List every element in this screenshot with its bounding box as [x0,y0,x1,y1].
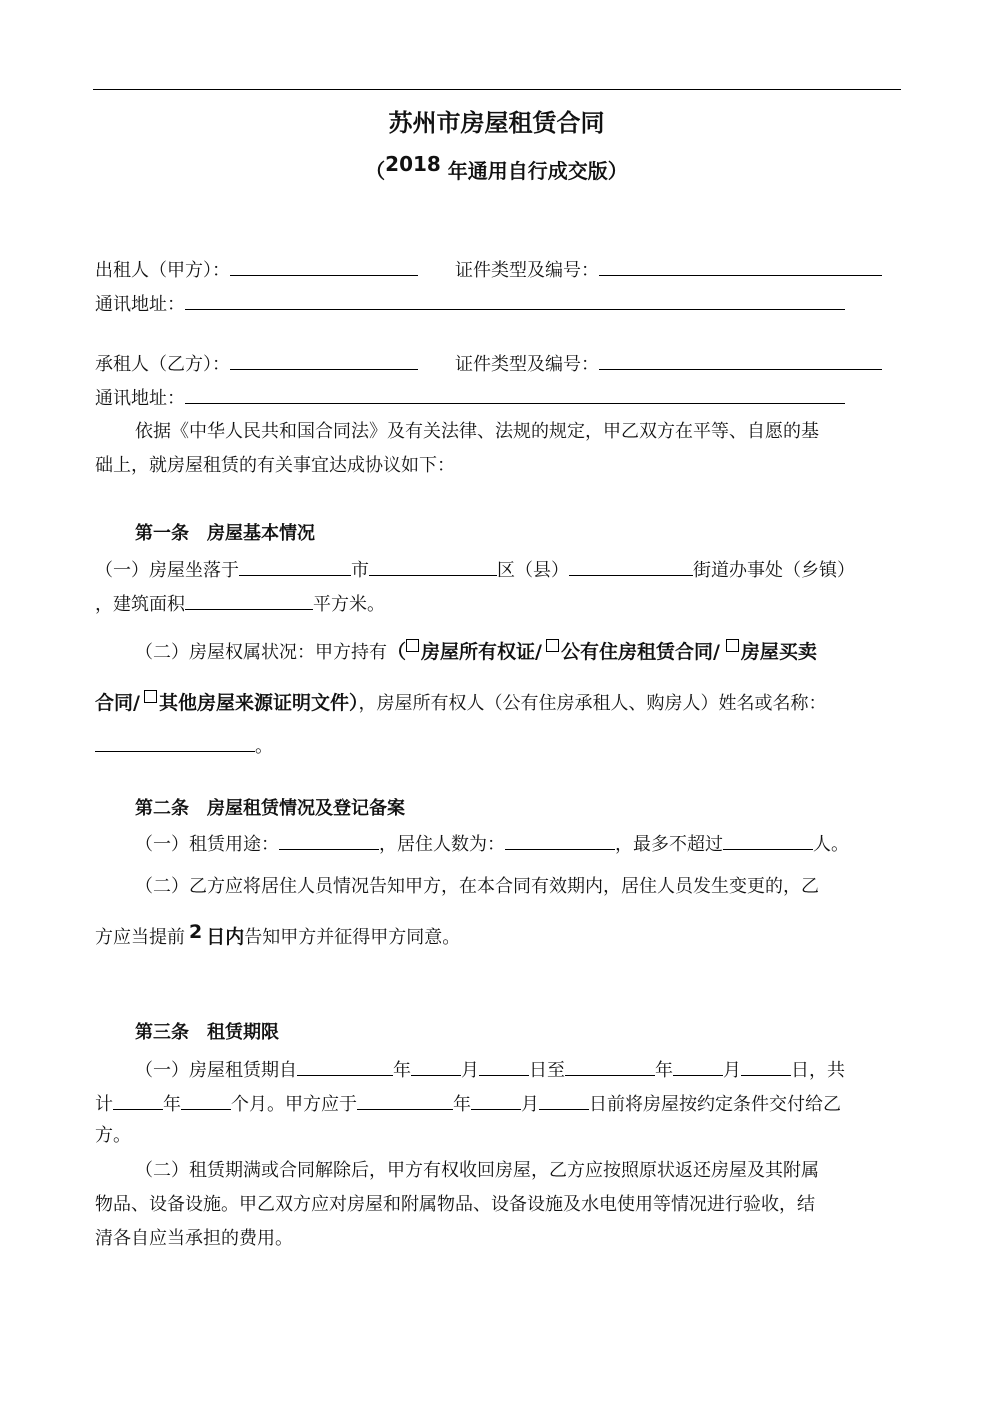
subtitle-year: 2018 [385,152,441,176]
street-field[interactable] [569,557,693,576]
lessee-row [95,351,418,376]
top-rule [93,89,901,90]
total-months-field[interactable] [181,1091,231,1110]
deliver-day-field[interactable] [539,1091,589,1110]
notice-tail: 告知甲方并征得甲方同意。 [244,927,461,948]
opt-other-proof: 其他房屋来源证明文件 [158,692,349,714]
street-label: 街道办事处（乡镇） [693,560,855,581]
location-label: （一）房屋坐落于 [95,560,239,581]
city-label: 市 [351,560,369,581]
deliver-year-field[interactable] [357,1091,453,1110]
lessee-id-label: 证件类型及编号： [455,354,599,375]
notice-lead: 方应当提前 [95,927,185,948]
max-residents-label: ，最多不超过 [615,834,723,855]
lessor-label: 出租人（甲方）： [95,260,230,281]
page-subtitle [0,152,993,184]
article-1-item-2-cont [95,692,826,715]
lessor-address-row [95,291,845,316]
owner-name-label: ，房屋所有权人（公有住房承租人、购房人）姓名或名称： [358,693,827,714]
checkbox-public-housing[interactable] [546,639,559,652]
lessor-id-field[interactable] [599,257,882,276]
area-unit: 平方米。 [313,594,385,615]
lessee-address-row [95,385,845,410]
lessee-address-field[interactable] [185,385,845,404]
article-1-item-1 [95,557,855,582]
residents-label: ，居住人数为： [379,834,505,855]
start-month-unit: 月 [461,1060,479,1081]
end-month-unit: 月 [723,1060,741,1081]
city-field[interactable] [239,557,351,576]
lessor-id-row [455,257,882,282]
total-years-field[interactable] [113,1091,163,1110]
deliver-label: 个月。甲方应于 [231,1094,357,1115]
article-2-item-1 [135,831,849,856]
residents-unit: 人。 [813,834,849,855]
article-3-item-2-line-3: 清各自应当承担的费用。 [95,1228,293,1249]
opt-public-housing: 公有住房租赁合同/ [560,641,720,663]
start-year-field[interactable] [297,1057,393,1076]
checkbox-ownership-cert[interactable] [406,639,419,652]
lessor-address-field[interactable] [185,291,845,310]
checkbox-purchase-contract[interactable] [726,639,739,652]
article-1-item-2 [135,641,817,664]
deliver-tail: 日前将房屋按约定条件交付给乙 [589,1094,841,1115]
article-3-item-1-line-3: 方。 [95,1125,131,1146]
paren-close: ） [348,692,359,714]
article-3-item-1-line-2 [95,1091,841,1116]
end-month-field[interactable] [673,1057,723,1076]
deliver-month-unit: 月 [521,1094,539,1115]
ownership-label: （二）房屋权属状况：甲方持有 [135,642,387,663]
article-2-item-2-line-1: （二）乙方应将居住人员情况告知甲方，在本合同有效期内，居住人员发生变更的，乙 [135,876,819,897]
lessor-row [95,257,418,282]
lessee-id-row [455,351,882,376]
end-year-unit: 年 [655,1060,673,1081]
lessor-id-label: 证件类型及编号： [455,260,599,281]
end-year-field[interactable] [565,1057,655,1076]
owner-name-field[interactable] [95,733,255,752]
area-field[interactable] [185,591,313,610]
lessee-label: 承租人（乙方）： [95,354,230,375]
article-1-area-row [95,591,385,616]
lessee-id-field[interactable] [599,351,882,370]
start-day-field[interactable] [479,1057,529,1076]
opt-purchase-contract: 房屋买卖 [740,641,817,663]
area-label: ，建筑面积 [95,594,185,615]
purpose-field[interactable] [279,831,379,850]
max-residents-field[interactable] [723,831,813,850]
district-field[interactable] [369,557,497,576]
end-day-field[interactable] [741,1057,791,1076]
lessee-name-field[interactable] [230,351,418,370]
opt-purchase-contract-cont: 合同/ [95,692,140,714]
subtitle-rest: 年通用自行成交版） [440,159,628,183]
article-3-heading: 第三条 租赁期限 [135,1022,279,1043]
start-day-unit: 日至 [529,1060,565,1081]
article-1-heading: 第一条 房屋基本情况 [135,523,315,544]
start-month-field[interactable] [411,1057,461,1076]
notice-days-number: 2 [189,921,203,943]
term-label: （一）房屋租赁期自 [135,1060,297,1081]
page-title: 苏州市房屋租赁合同 [388,109,605,137]
lessor-address-label: 通讯地址： [95,294,185,315]
preamble-line-2: 础上，就房屋租赁的有关事宜达成协议如下： [95,455,455,476]
district-label: 区（县） [497,560,569,581]
start-year-unit: 年 [393,1060,411,1081]
lessor-name-field[interactable] [230,257,418,276]
opt-ownership-cert: 房屋所有权证/ [421,641,542,663]
end-day-unit: 日，共 [791,1060,845,1081]
article-2-item-2-line-2 [95,921,461,949]
deliver-month-field[interactable] [471,1091,521,1110]
total-label: 计 [95,1094,113,1115]
subtitle-open: （ [365,159,386,183]
lessee-address-label: 通讯地址： [95,388,185,409]
preamble-line-1: 依据《中华人民共和国合同法》及有关法律、法规的规定，甲乙双方在平等、自愿的基 [135,421,819,442]
owner-name-end: 。 [255,736,273,757]
article-3-item-2-line-1: （二）租赁期满或合同解除后，甲方有权收回房屋，乙方应按照原状返还房屋及其附属 [135,1160,819,1181]
article-3-item-1 [135,1057,845,1082]
paren-open: （ [387,641,407,663]
deliver-year-unit: 年 [453,1094,471,1115]
purpose-label: （一）租赁用途： [135,834,279,855]
checkbox-other-proof[interactable] [144,690,157,703]
article-2-heading: 第二条 房屋租赁情况及登记备案 [135,798,405,819]
total-years-unit: 年 [163,1094,181,1115]
article-3-item-2-line-2: 物品、设备设施。甲乙双方应对房屋和附属物品、设备设施及水电使用等情况进行验收，结 [95,1194,815,1215]
notice-days-unit: 日内 [206,926,245,948]
owner-name-row [95,733,273,758]
residents-field[interactable] [505,831,615,850]
